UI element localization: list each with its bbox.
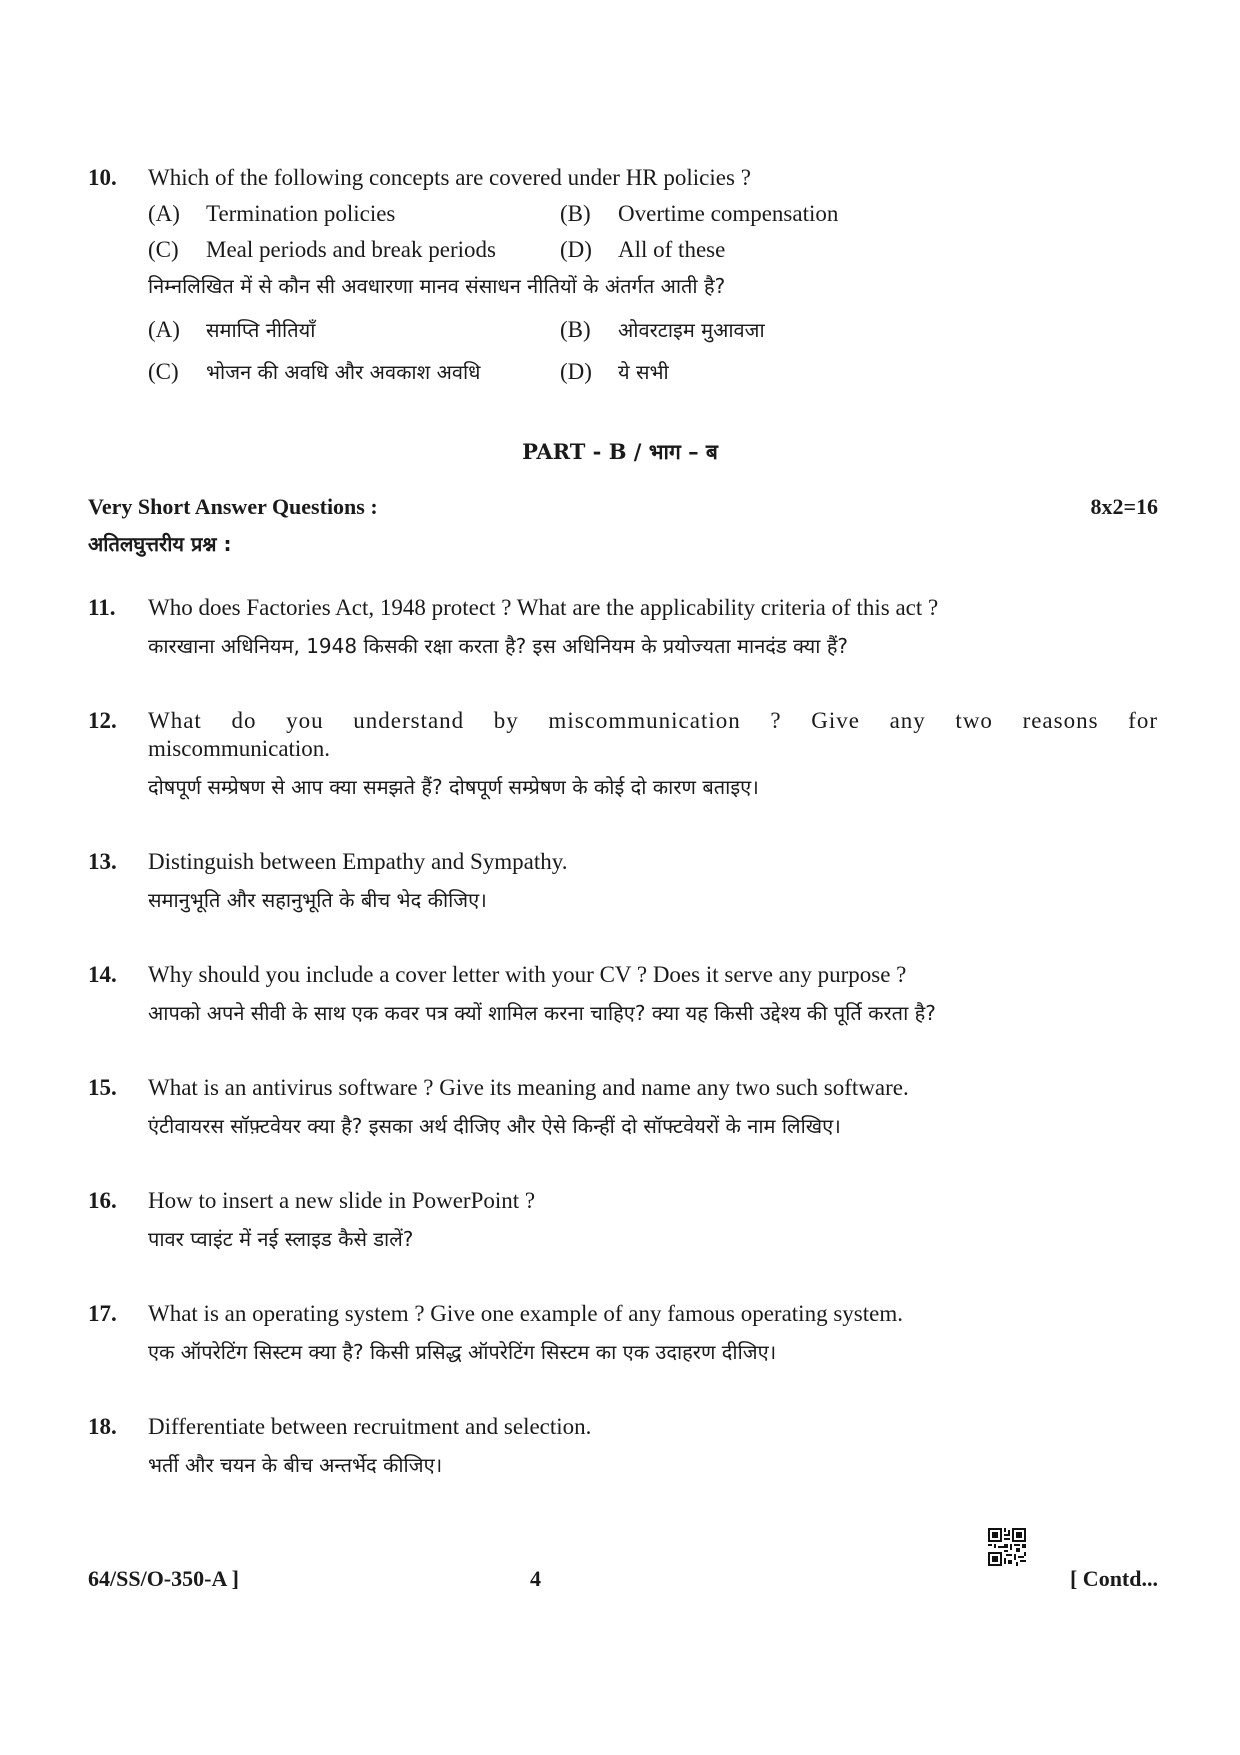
question-text-en: What is an operating system ? Give one example of any famous operating system. [148,1301,903,1326]
question-number: 11. [88,595,116,620]
question-text-en: What is an antivirus software ? Give its meaning and name any two such software. [148,1075,909,1100]
question-text-hi: दोषपूर्ण सम्प्रेषण से आप क्या समझते हैं? दोषपूर्ण सम्प्रेषण के कोई दो कारण बताइए। [148,775,759,799]
section-heading-hi: अतिलघुत्तरीय प्रश्न : [88,532,232,556]
question-body [148,162,1158,392]
question-text-hi: निम्नलिखित में से कौन सी अवधारणा मानव संसाधन नीतियों के अंतर्गत आती है? [148,274,726,298]
question-number: 10. [88,165,117,190]
question-text-en: Who does Factories Act, 1948 protect ? What are the applicability criteria of this act ? [148,595,939,620]
question-number: 14. [88,962,117,987]
section-heading-en: Very Short Answer Questions : [88,494,378,519]
question-text-en: Why should you include a cover letter with your CV ? Does it serve any purpose ? [148,962,907,987]
question-text-en: Differentiate between recruitment and selection. [148,1414,592,1439]
question-number: 17. [88,1301,117,1326]
option-d-hi: (D) ये सभी [560,359,669,384]
question-text-hi: समानुभूति और सहानुभूति के बीच भेद कीजिए। [148,888,487,912]
option-b-hi: (B) ओवरटाइम मुआवजा [560,317,765,342]
options-row-hi-1 [148,314,1158,356]
question-text-en-line-2: miscommunication. [148,736,331,761]
options-row-hi-2 [148,356,1158,392]
question-text-hi: एंटीवायरस सॉफ़्टवेयर क्या है? इसका अर्थ दीजिए और ऐसे किन्हीं दो सॉफ्टवेयरों के नाम लिखिए। [148,1114,841,1138]
options-row-en-1 [148,198,1158,234]
question-number: 18. [88,1414,117,1439]
option-a-hi: (A) समाप्ति नीतियाँ [148,317,316,342]
question-number: 15. [88,1075,117,1100]
option-c-en: (C) Meal periods and break periods [148,237,496,262]
question-text-hi: भर्ती और चयन के बीच अन्तर्भेद कीजिए। [148,1453,443,1477]
part-title: PART - B / भाग – ब [522,439,718,464]
qr-code-icon [988,1528,1026,1566]
question-text-en: How to insert a new slide in PowerPoint ? [148,1188,536,1213]
question-text-hi: कारखाना अधिनियम, 1948 किसकी रक्षा करता है? इस अधिनियम के प्रयोज्यता मानदंड क्या हैं? [148,634,849,658]
question-text-en: Distinguish between Empathy and Sympathy. [148,849,568,874]
page-number: 4 [530,1566,541,1591]
section-marks: 8x2=16 [1090,494,1158,519]
question-number: 16. [88,1188,117,1213]
option-d-en: (D) All of these [560,237,726,262]
question-text-en: Which of the following concepts are covered under HR policies ? [148,165,751,190]
question-number: 13. [88,849,117,874]
continued-note: [ Contd... [1069,1566,1158,1591]
question-number: 12. [88,708,117,733]
option-b-en: (B) Overtime compensation [560,201,839,226]
question-text-hi: पावर प्वाइंट में नई स्लाइड कैसे डालें? [148,1227,414,1251]
paper-code: 64/SS/O-350-A ] [88,1566,239,1591]
options-row-en-2 [148,234,1158,270]
option-a-en: (A) Termination policies [148,201,396,226]
question-text-hi: आपको अपने सीवी के साथ एक कवर पत्र क्यों शामिल करना चाहिए? क्या यह किसी उद्देश्य की पूर्ति करता है? [148,1001,936,1025]
question-text-en-line-1: What do you understand by miscommunication ? Give any two reasons for [148,708,1158,733]
option-c-hi: (C) भोजन की अवधि और अवकाश अवधि [148,359,481,384]
question-text-hi: एक ऑपरेटिंग सिस्टम क्या है? किसी प्रसिद्ध ऑपरेटिंग सिस्टम का एक उदाहरण दीजिए। [148,1340,777,1364]
